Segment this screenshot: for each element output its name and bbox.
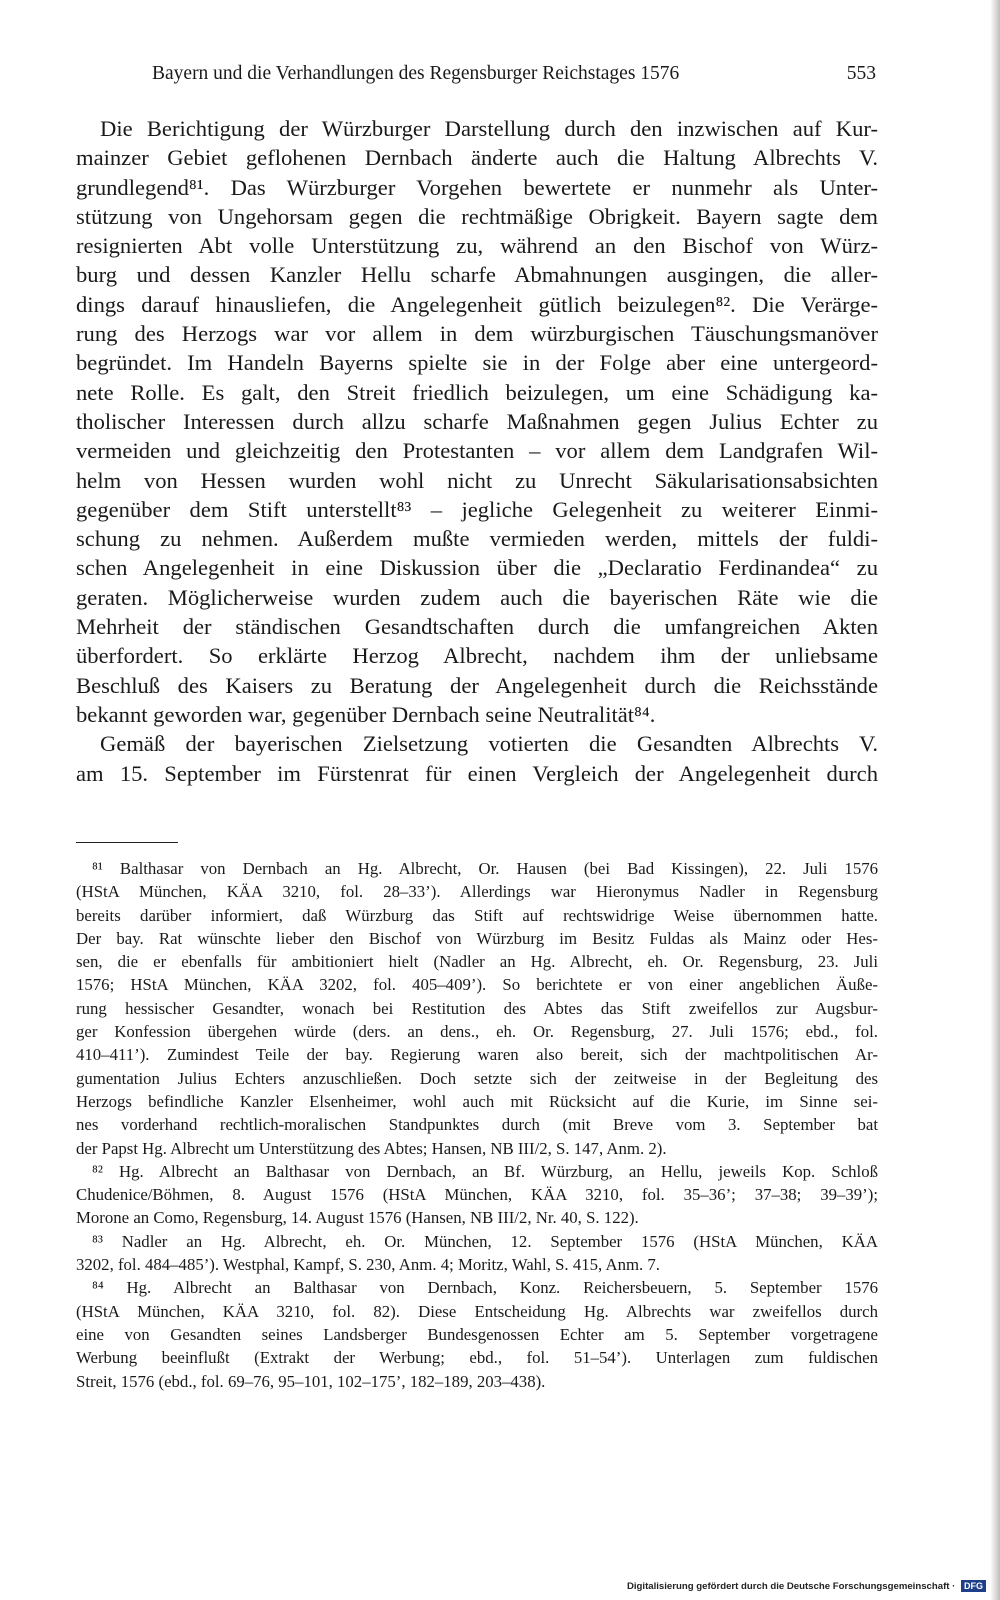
footnotes (76, 857, 878, 1393)
footnote-81-line: ger Konfession übergehen würde (ders. an dens., eh. Or. Regensburg, 27. Juli 1576; ebd., fol. (76, 1022, 878, 1042)
body-line: geraten. Möglicherweise wurden zudem auch die bayerischen Räte wie die (76, 584, 878, 610)
body-line: Beschluß des Kaisers zu Beratung der Angelegenheit durch die Reichsstände (76, 672, 878, 698)
footnote-83-line: 3202, fol. 484–485’). Westphal, Kampf, S. 230, Anm. 4; Moritz, Wahl, S. 415, Anm. 7. (76, 1255, 660, 1275)
body-line: Mehrheit der ständischen Gesandtschaften durch die umfangreichen Akten (76, 614, 878, 640)
footnote-81-line: der Papst Hg. Albrecht um Unterstützung des Abtes; Hansen, NB III/2, S. 147, Anm. 2). (76, 1138, 667, 1158)
body-line: grundlegend⁸¹. Das Würzburger Vorgehen bewertete er nunmehr als Unter- (76, 174, 878, 200)
body-line: gegenüber dem Stift unterstellt⁸³ – jegliche Gelegenheit zu weiterer Einmi- (76, 496, 878, 522)
body-line: rung des Herzogs war vor allem in dem würzburgischen Täuschungsmanöver (76, 321, 878, 347)
body-line: mainzer Gebiet geflohenen Dernbach änderte auch die Haltung Albrechts V. (76, 145, 878, 171)
running-head (152, 60, 876, 88)
footnote-84-line: ⁸⁴ Hg. Albrecht an Balthasar von Dernbach, Konz. Reichersbeuern, 5. September 1576 (92, 1278, 878, 1298)
page-edge-shadow (990, 0, 1000, 1600)
footnote-81-line: gumentation Julius Echters anzuschließen. Doch setzte sich der zeitweise in der Begleitung des (76, 1068, 878, 1088)
digitization-credit (627, 1580, 986, 1594)
running-title: Bayern und die Verhandlungen des Regensburger Reichstages 1576 (152, 63, 680, 84)
footnote-84-line: Werbung beeinflußt (Extrakt der Werbung; ebd., fol. 51–54’). Unterlagen zum fuldischen (76, 1348, 878, 1368)
body-line: resignierten Abt volle Unterstützung zu, während an den Bischof von Würz- (76, 233, 878, 259)
body-line: schung zu nehmen. Außerdem mußte vermieden werden, mittels der fuldi- (76, 526, 878, 552)
body-line: schen Angelegenheit in eine Diskussion über die „Declaratio Ferdinandea“ zu (76, 555, 878, 581)
footnote-82-line: Chudenice/Böhmen, 8. August 1576 (HStA München, KÄA 3210, fol. 35–36’; 37–38; 39–39’); (76, 1185, 878, 1205)
body-line: nete Rolle. Es galt, den Streit friedlich beizulegen, um eine Schädigung ka- (76, 379, 878, 405)
footnote-84-line: Streit, 1576 (ebd., fol. 69–76, 95–101, 102–175’, 182–189, 203–438). (76, 1371, 546, 1391)
body-line: helm von Hessen wurden wohl nicht zu Unrecht Säkularisationsabsichten (76, 467, 878, 493)
body-line: bekannt geworden war, gegenüber Dernbach seine Neutralität⁸⁴. (76, 701, 656, 727)
body-line: vermeiden und gleichzeitig den Protestanten – vor allem dem Landgrafen Wil- (76, 438, 878, 464)
footnote-81-line: bereits darüber informiert, daß Würzburg das Stift auf rechtswidrige Weise übernommen hatte. (76, 905, 878, 925)
body-line: Die Berichtigung der Würzburger Darstellung durch den inzwischen auf Kur- (100, 116, 878, 141)
footnote-81-line: rung hessischer Gesandter, wonach bei Restitution des Abtes das Stift zweifellos zur Augsbur- (76, 998, 878, 1018)
body-line: tholischer Interessen durch allzu scharfe Maßnahmen gegen Julius Echter zu (76, 408, 878, 434)
footnote-81-line: (HStA München, KÄA 3210, fol. 28–33’). Allerdings war Hieronymus Nadler in Regensburg (76, 882, 878, 902)
body-line: dings darauf hinausliefen, die Angelegenheit gütlich beizulegen⁸². Die Verärge- (76, 291, 878, 317)
body-line: am 15. September im Fürstenrat für einen Vergleich der Angelegenheit durch (76, 760, 878, 786)
credit-text: Digitalisierung gefördert durch die Deutsche Forschungsgemeinschaft · (626, 1581, 956, 1592)
footnote-81-line: Der bay. Rat wünschte lieber den Bischof von Würzburg im Besitz Fuldas als Mainz oder Hes- (76, 928, 878, 948)
footnote-81-line: ⁸¹ Balthasar von Dernbach an Hg. Albrecht, Or. Hausen (bei Bad Kissingen), 22. Juli 1576 (92, 859, 878, 878)
body-line: begründet. Im Handeln Bayerns spielte sie in der Folge aber eine untergeord- (76, 350, 878, 376)
footnote-81-line: nes vorderhand rechtlich-moralischen Standpunktes durch (mit Breve vom 3. September bat (76, 1115, 878, 1135)
footnote-81-line: Herzogs befindliche Kanzler Elsenheimer, wohl auch mit Rücksicht auf die Kurie, im Sinne sei- (76, 1091, 878, 1111)
body-text (76, 114, 878, 788)
page-number: 553 (846, 63, 876, 84)
dfg-logo: DFG (961, 1580, 986, 1592)
footnote-82-line: ⁸² Hg. Albrecht an Balthasar von Dernbach, an Bf. Würzburg, an Hellu, jeweils Kop. Schloß (92, 1161, 878, 1181)
footnote-84-line: eine von Gesandten seines Landsberger Bundesgenossen Echter am 5. September vorgetragene (76, 1324, 878, 1344)
body-line: überfordert. So erklärte Herzog Albrecht, nachdem ihm der unliebsame (76, 643, 878, 669)
body-line: burg und dessen Kanzler Hellu scharfe Abmahnungen ausgingen, die aller- (76, 262, 878, 288)
body-line: Gemäß der bayerischen Zielsetzung votierten die Gesandten Albrechts V. (100, 731, 878, 757)
footnote-81-line: 410–411’). Zumindest Teile der bay. Regierung waren also bereit, sich der machtpolitischen Ar- (76, 1045, 878, 1065)
footnote-81-line: sen, die er ebenfalls für ambitioniert hielt (Nadler an Hg. Albrecht, eh. Or. Regensburg, 23. Juli (76, 952, 878, 972)
footnote-separator (76, 842, 178, 843)
body-line: stützung von Ungehorsam gegen die rechtmäßige Obrigkeit. Bayern sagte dem (76, 203, 878, 229)
footnote-84-line: (HStA München, KÄA 3210, fol. 82). Diese Entscheidung Hg. Albrechts war zweifellos durch (76, 1301, 878, 1321)
footnote-82-line: Morone an Como, Regensburg, 14. August 1576 (Hansen, NB III/2, Nr. 40, S. 122). (76, 1208, 639, 1228)
footnote-83-line: ⁸³ Nadler an Hg. Albrecht, eh. Or. München, 12. September 1576 (HStA München, KÄA (92, 1231, 878, 1251)
footnote-81-line: 1576; HStA München, KÄA 3202, fol. 405–409’). So berichtete er von einer angeblichen Äuße- (76, 975, 878, 995)
